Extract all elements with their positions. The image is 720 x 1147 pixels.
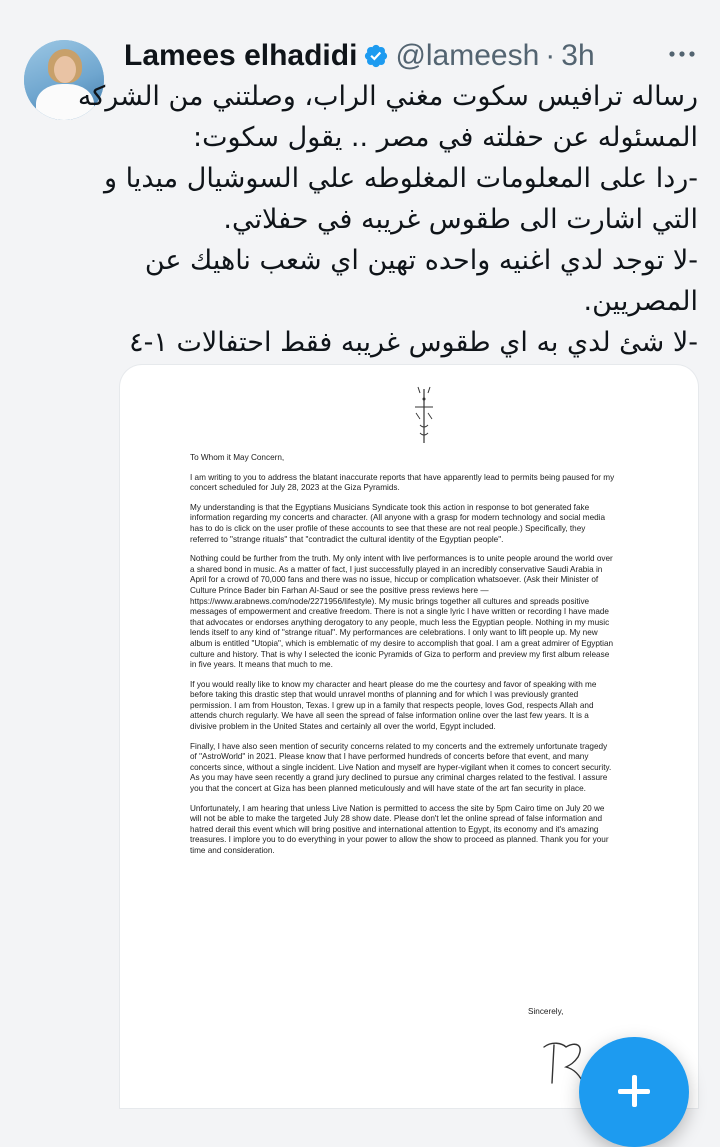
tweet-line: -ردا على المعلومات المغلوطه علي السوشيال ميديا و xyxy=(104,163,698,194)
letter-paragraph: My understanding is that the Egyptians Musicians Syndicate took this action in response to bot generated fake information regarding my concerts and character. (All anyone with a grasp for modern technology and social media has to do is click on the user profile of these accounts to see that these are not real people.) Specifically, they referred to "strange rituals" that "contradict the cultural identity of the Egyptian people". xyxy=(190,502,606,544)
tweet-line: المسئوله عن حفلته في مصر .. يقول سكوت: xyxy=(193,122,698,153)
letter-paragraph: Finally, I have also seen mention of security concerns related to my concerts and the extremely unfortunate tragedy of "AstroWorld" in 2021. Please know that I have performed hundreds of concerts before that event, and many concerts since, without a single incident. Live Nation and myself are hyper-vigilant when it comes to concert security. As you may have seen recently a grand jury declined to pursue any criminal charges related to the festival. I assure you that the concert at Giza has been planned meticulously and will have state of the art fan security in place. xyxy=(190,741,612,794)
tweet-line: التي اشارت الى طقوس غريبه في حفلاتي. xyxy=(223,204,698,235)
author-name[interactable]: Lamees elhadidi xyxy=(124,39,358,72)
avatar-face xyxy=(54,56,76,83)
author-handle[interactable]: @lameesh xyxy=(395,39,540,72)
letter-paragraph: I am writing to you to address the blatant inaccurate reports that have apparently lead to permits being paused for my concert scheduled for July 28, 2023 at the Giza Pyramids. xyxy=(190,472,615,493)
letter-paragraph: If you would really like to know my character and heart please do me the courtesy and favor of speaking with me before taking this drastic step that would unravel months of planning and for which I was previously granted permission. I am from Houston, Texas. I grew up in a family that respects people, loves God, respects Allah and attends church regularly. We have all seen the spread of false information online over the last few years. It is a divisive problem in the United States and certainly all over the world, Egypt included. xyxy=(190,679,597,732)
tweet-header xyxy=(124,36,595,76)
meta-separator: · xyxy=(545,39,556,72)
tweet-line: رساله ترافيس سكوت مغني الراب، وصلتني من الشركه xyxy=(77,81,698,112)
tweet-text xyxy=(77,76,698,363)
cactus-jack-logo-icon xyxy=(404,383,444,449)
tweet-line: المصريين. xyxy=(583,286,698,317)
tweet-line: -لا توجد لدي اغنيه واحده تهين اي شعب ناهيك عن xyxy=(144,245,698,276)
more-options-icon[interactable] xyxy=(668,44,696,64)
tweet-timestamp[interactable]: 3h xyxy=(561,39,595,72)
tweet-media-image[interactable] xyxy=(120,365,698,1108)
plus-icon xyxy=(632,1075,637,1107)
letter-signoff: Sincerely, xyxy=(528,1007,564,1016)
letter-paragraph: Unfortunately, I am hearing that unless Live Nation is permitted to access the site by 5pm Cairo time on July 20 we will not be able to make the targeted July 28 show date. Please don't let the online spread of false information and hatred derail this event which will bring positive and international attention to Egypt, its economy and it's amazing treasures. I implore you to do everything in your power to allow the show to proceed as planned. Thank you for your time and consideration. xyxy=(190,803,609,855)
compose-tweet-button[interactable] xyxy=(579,1037,689,1147)
letter-document xyxy=(190,453,615,866)
tweet-line: -لا شئ لدي به اي طقوس غريبه فقط احتفالات ١-٤ xyxy=(129,327,698,358)
letter-greeting: To Whom it May Concern, xyxy=(190,453,285,462)
verified-badge-icon xyxy=(363,43,389,69)
letter-paragraph: Nothing could be further from the truth. My only intent with live performances is to unite people around the world over a shared bond in music. As a matter of fact, I just successfully played in an incredibly conservative Saudi Arabia in April for a crowd of 70,000 fans and there was no issue, hiccup or complication whatsoever. (Ask their Minister of Culture Prince Bader bin Farhan Al-Saud or see the positive press reviews here — https://www.arabnews.com/node/2271956/lifestyle). My music brings together all cultures and spreads positive messages of empowerment and creative freedom. There is not a single lyric I have written or recording I have made that advocates or endorses anything derogatory to any people, much less the Egyptian people. Nothing in my music lends itself to any kind of "strange ritual". My performances are celebrations. I only want to lift people up. My new album is entitled "Utopia", which is emblematic of my desire to accomplish that goal. I am a great admirer of Egyptian culture and history. That is why I selected the iconic Pyramids of Giza to perform and preview my first album release in five years. It means that much to me. xyxy=(190,554,614,670)
